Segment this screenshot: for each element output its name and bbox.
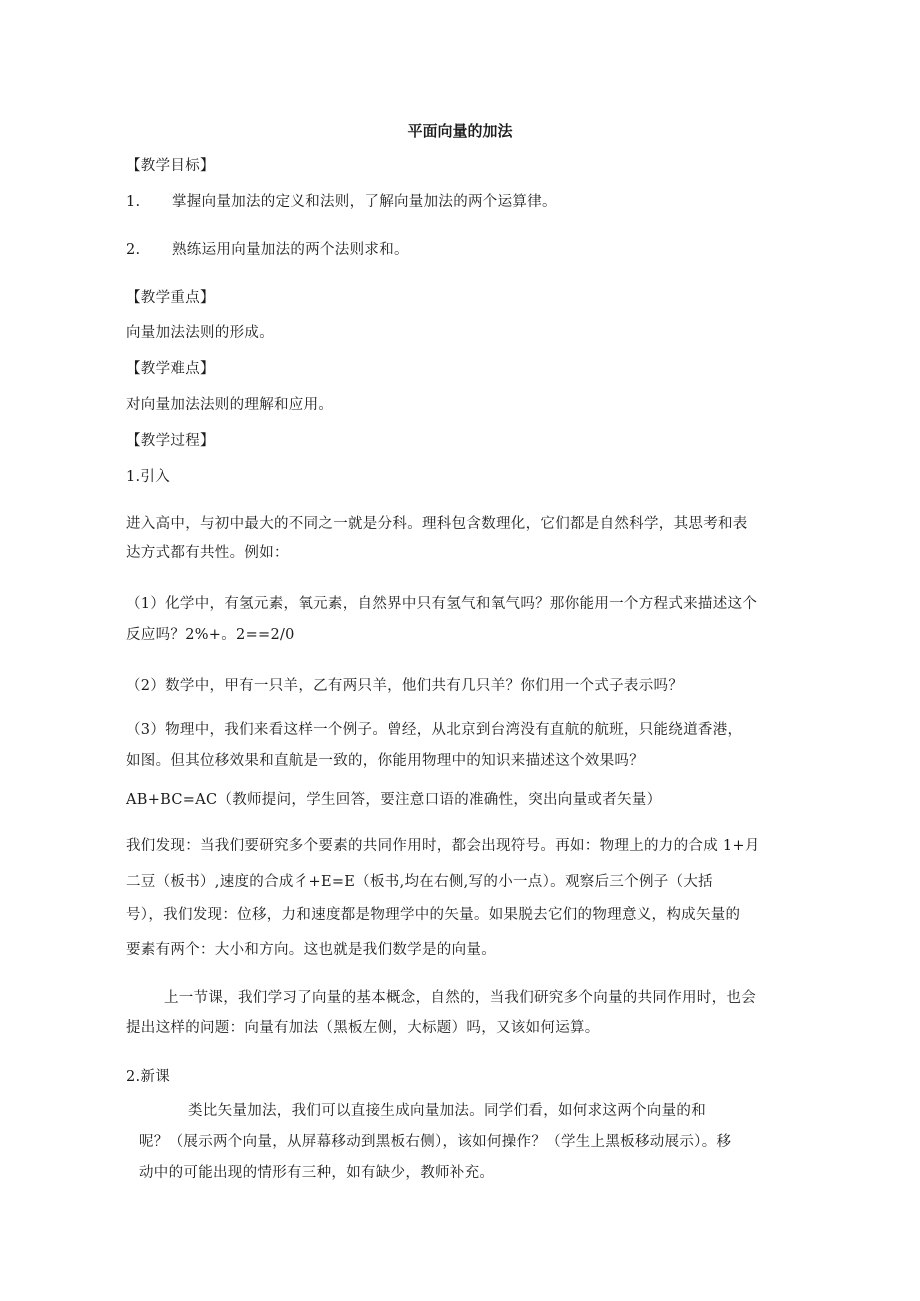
page-title: 平面向量的加法 [407,122,513,140]
difficulties-text: 对向量加法法则的理解和应用。 [126,397,334,413]
discovery-line: 我们发现：当我们要研究多个要素的共同作用时，都会出现符号。再如：物理上的力的合成 1+月 [126,838,760,854]
objective-number: 2. [126,242,141,258]
example-3-line: （3）物理中，我们来看这样一个例子。曾经，从北京到台湾没有直航的航班，只能绕道香港， [126,722,743,738]
example-3-line: AB+BC=AC（教师提问，学生回答，要注意口语的准确性，突出向量或者矢量） [126,792,662,808]
objective-text: 掌握向量加法的定义和法则，了解向量加法的两个运算律。 [172,194,557,210]
intro-paragraph-line: 达方式都有共性。例如： [126,545,289,561]
example-1-line: 反应吗？2%+。2==2/0 [126,627,295,643]
objective-item [126,192,557,212]
new-lesson-line: 动中的可能出现的情形有三种，如有缺少，教师补充。 [139,1165,495,1181]
objective-number: 1. [126,194,141,210]
example-2-line: （2）数学中，甲有一只羊，乙有两只羊，他们共有几只羊？你们用一个式子表示吗？ [126,678,684,694]
previous-lesson-line: 提出这样的问题：向量有加法（黑板左侧，大标题）吗，又该如何运算。 [126,1020,600,1036]
key-points-text: 向量加法法则的形成。 [126,325,274,341]
previous-lesson-line: 上一节课，我们学习了向量的基本概念，自然的，当我们研究多个向量的共同作用时，也会 [164,990,756,1006]
intro-paragraph-line: 进入高中，与初中最大的不同之一就是分科。理科包含数理化，它们都是自然科学，其思考和表 [126,516,748,532]
example-3-line: 如图。但其位移效果和直航是一致的，你能用物理中的知识来描述这个效果吗？ [126,753,644,769]
objective-text: 熟练运用向量加法的两个法则求和。 [172,242,409,258]
objectives-heading: 【教学目标】 [126,158,215,174]
discovery-line: 要素有两个：大小和方向。这也就是我们数学是的向量。 [126,942,496,958]
objective-item [126,240,409,260]
key-points-heading: 【教学重点】 [126,290,215,306]
process-heading: 【教学过程】 [126,433,215,449]
difficulties-heading: 【教学难点】 [126,361,215,377]
discovery-line: 二豆（板书）,速度的合成彳+E=E（板书,均在右侧,写的小一点）。观察后三个例子（大括 [126,874,713,890]
new-lesson-heading: 2.新课 [126,1069,171,1085]
new-lesson-line: 呢？（展示两个向量，从屏幕移动到黑板右侧），该如何操作？（学生上黑板移动展示）。移 [139,1134,732,1150]
intro-heading: 1.引入 [126,469,171,485]
discovery-line: 号），我们发现：位移，力和速度都是物理学中的矢量。如果脱去它们的物理意义，构成矢量的 [126,907,741,923]
new-lesson-line: 类比矢量加法，我们可以直接生成向量加法。同学们看，如何求这两个向量的和 [188,1103,706,1119]
example-1-line: （1）化学中，有氢元素，氧元素，自然界中只有氢气和氧气吗？那你能用一个方程式来描述这个 [126,596,758,612]
